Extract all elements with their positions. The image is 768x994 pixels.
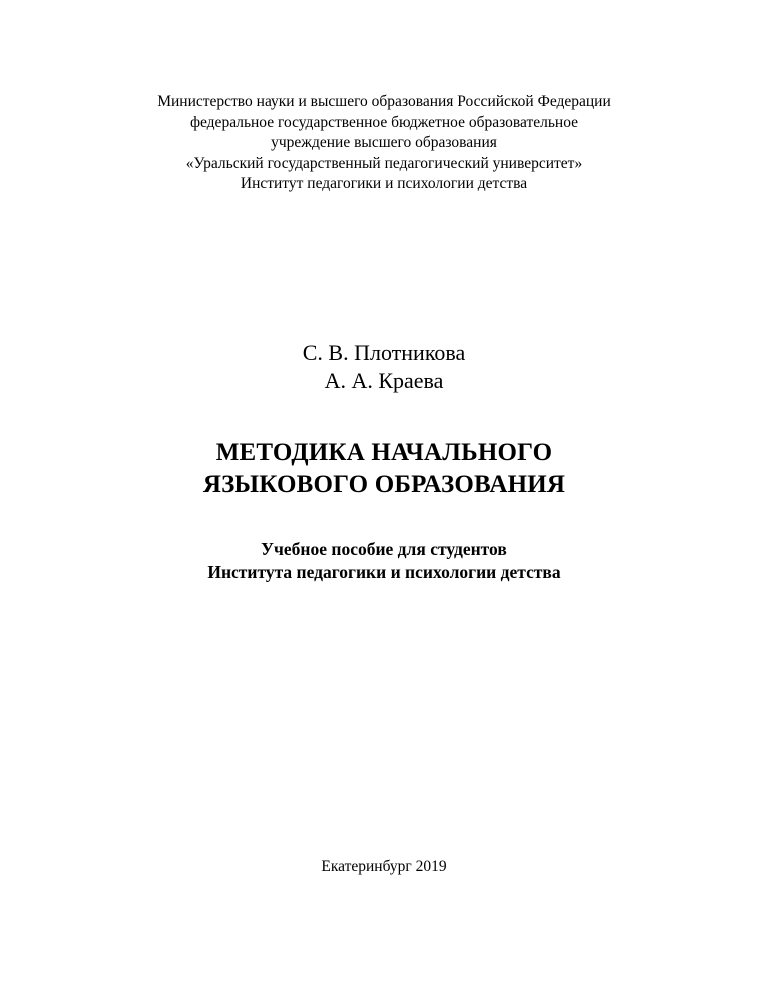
publication-place-year: Екатеринбург 2019 [321, 858, 447, 875]
authors-block [0, 339, 768, 395]
author-name: А. А. Краева [324, 368, 444, 393]
institute-name-line: Институт педагогики и психологии детства [240, 175, 528, 192]
ministry-line: Министерство науки и высшего образования Российской Федерации [157, 93, 611, 110]
institution-type-line-2: учреждение высшего образования [271, 134, 497, 151]
author-name: С. В. Плотникова [302, 340, 466, 365]
subtitle-line: Учебное пособие для студентов [261, 539, 507, 559]
institution-header [0, 92, 768, 195]
subtitle-line: Института педагогики и психологии детства [207, 562, 561, 582]
title-line: ЯЗЫКОВОГО ОБРАЗОВАНИЯ [202, 471, 566, 498]
document-title [0, 437, 768, 501]
university-name-line: «Уральский государственный педагогический университет» [185, 154, 583, 172]
institution-type-line: федеральное государственное бюджетное образовательное [189, 113, 579, 131]
document-subtitle [0, 538, 768, 584]
title-line: МЕТОДИКА НАЧАЛЬНОГО [215, 439, 553, 466]
